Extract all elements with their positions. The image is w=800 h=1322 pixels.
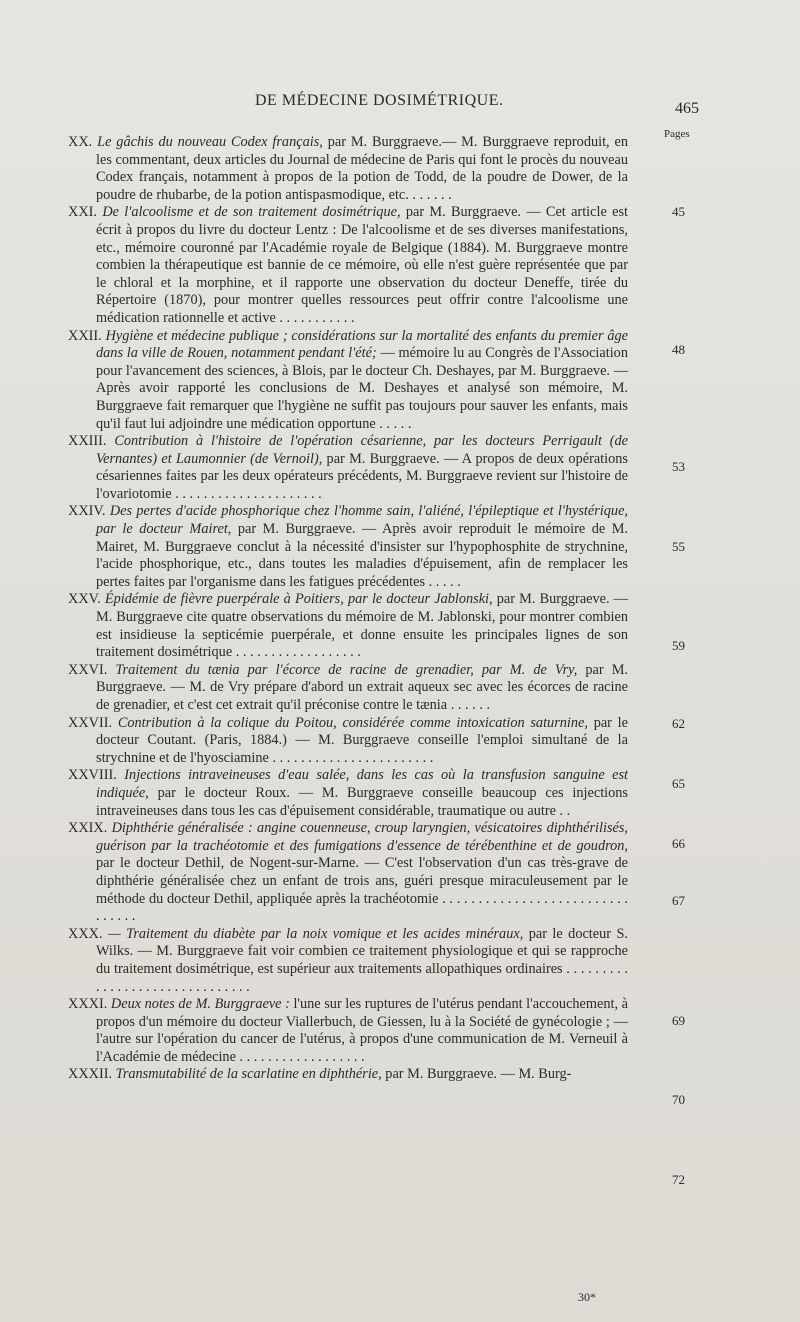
entry-title: Deux notes de M. Burggraeve : [110, 996, 290, 1013]
entry-text: par M. Burggraeve.— M. Burggraeve reproduit, en les commentant, deux articles du Journal de médecine de Paris qui font le procès du nouveau Codex français, notamment à propos de la potion de Todd, de la poudre de Dower, de la poudre de rhubarbe, de la potion antispasmodique, etc. . . . . . . [96, 134, 629, 203]
page-reference: 62 [672, 716, 685, 731]
entry-text: par M. Burggraeve. — Cet article est écrit à propos du livre du docteur Lentz : De l'alcoolisme et de ses diverses manifestations, etc., mémoire couronné par l'Académie royale de Belgique (1884). M. Burggraeve montre combien la thérapeutique est bannie de ce mémoire, où elle n'est guère représentée que par le chloral et la morphine, et il rapporte une observation du docteur Deneffe, tirée du Répertoire (1870), pour montrer quelles ressources peut offrir contre l'alcoolisme une médication rationnelle et active . . . . . . . . . . . [96, 204, 628, 326]
entry-text: par le docteur Coutant. (Paris, 1884.) — M. Burggraeve conseille l'emploi simultané de la strychnine et de l'hyosciamine . . . . . . . . . . . . . . . . . . . . . . . [96, 714, 628, 766]
page-number: 465 [675, 100, 699, 117]
toc-entry [68, 715, 628, 768]
toc-entry [68, 926, 628, 996]
entry-title: Contribution à l'histoire de l'opération césarienne, par les docteurs Perrigault (de Vernantes) et Laumonnier (de Vernoil), [96, 433, 628, 467]
signature-mark: 30* [578, 1290, 596, 1304]
entry-number: XXXI. [68, 996, 108, 1013]
entry-text: par M. Burggraeve. — M. Burggraeve cite quatre observations du mémoire de M. Jablonski, pour montrer combien est insidieuse la septicémie puerpérale, et donne ensuite les principales lignes de son traitement dosimétrique . . . . . . . . . . . . . . . . . . [96, 591, 629, 661]
page-reference: 45 [672, 204, 685, 219]
entry-number: XXV. [68, 591, 101, 608]
entry-text: par M. Burggraeve. — M. de Vry prépare d'abord un extrait aqueux sec avec les écorces de racine de grenadier, et c'est cet extrait qu'il préconise contre le tænia . . . . . . [96, 661, 628, 713]
toc-entry [68, 503, 628, 591]
entry-text: par M. Burggraeve. — A propos de deux opérations césariennes faites par les deux opérateurs précédents, M. Burggraeve revient sur l'histoire de l'ovariotomie . . . . . . . . . . . . . . . . . . . . . [96, 450, 628, 502]
entry-number: XXX. [68, 925, 103, 942]
entry-text: par le docteur Roux. — M. Burggraeve conseille beaucoup ces injections intraveineuses dans tous les cas d'épuisement considérable, traumatique ou autre . . [96, 784, 628, 819]
page-reference: 69 [672, 1013, 685, 1028]
page-reference: 67 [672, 893, 685, 908]
entry-text: par le docteur Dethil, de Nogent-sur-Marne. — C'est l'observation d'un cas très-grave de diphthérie généralisée chez un enfant de trois ans, guéri presque miraculeusement par le méthode du docteur Dethil, appliquée après la trachéotomie . . . . . . . . . . . . . . . . . . . . . . . . . . . . . . . . [96, 855, 628, 925]
page-reference: 70 [672, 1092, 685, 1107]
toc-entry [68, 820, 628, 926]
running-title: DE MÉDECINE DOSIMÉTRIQUE. [255, 92, 504, 109]
toc-entry [68, 433, 628, 503]
entry-title: Contribution à la colique du Poitou, considérée comme intoxication saturnine, [117, 714, 588, 731]
entry-number: XXVI. [68, 661, 108, 678]
entry-text: — mémoire lu au Congrès de l'Association pour l'avancement des sciences, à Blois, par le docteur Ch. Deshayes, par M. Burggraeve. — Après avoir rapporté les conclusions de M. Deshayes et analysé son mémoire, M. Burggraeve fait remarquer que l'hygiène ne suffit pas toujours pour sauver les enfants, mais qu'il faut lui adjoindre une médication opportune . . . . . [96, 345, 628, 432]
entry-title: Hygiène et médecine publique ; considérations sur la mortalité des enfants du premier âge dans la ville de Rouen, notamment pendant l'été; [96, 327, 629, 362]
entry-title: Le gâchis du nouveau Codex français, [97, 134, 323, 150]
entry-title: Des pertes d'acide phosphorique chez l'homme sain, l'aliéné, l'épileptique et l'hystérique, par le docteur Mairet, [96, 503, 628, 538]
toc-entry [68, 1066, 628, 1084]
entry-number: XXI. [68, 204, 97, 221]
page-reference: 53 [672, 459, 685, 474]
entry-number: XXVII. [68, 714, 113, 731]
entry-title: Traitement du tænia par l'écorce de racine de grenadier, par M. de Vry, [115, 661, 578, 678]
toc-entry [68, 134, 628, 204]
entry-number: XXIX. [68, 820, 108, 837]
page-reference: 59 [672, 638, 685, 653]
pages-column-label: Pages [664, 128, 690, 140]
entry-number: XXII. [68, 327, 102, 344]
entry-text: par M. Burggraeve. — Après avoir reproduit le mémoire de M. Mairet, M. Burggraeve conclut à la nécessité d'insister sur l'hypophosphite de strychnine, l'acide phosphorique, etc., dans toutes les maladies d'épuisement, afin de remplacer les pertes faites par l'organisme dans les fatigues précédentes . . . . . [96, 521, 628, 590]
entry-title: — Traitement du diabète par la noix vomique et les acides minéraux, [108, 925, 524, 942]
entry-title: Diphthérie généralisée : angine couenneuse, croup laryngien, vésicatoires diphthérilisés, guérison par la trachéotomie et des fumigations d'essence de térébenthine et de goudron, [96, 820, 629, 854]
page-reference: 66 [672, 836, 685, 851]
entry-number: XXIV. [68, 503, 106, 520]
entry-text: l'une sur les ruptures de l'utérus pendant l'accouchement, à propos d'un mémoire du docteur Viallerbuch, de Giessen, lu à la Société de gynécologie ; — l'autre sur l'opération du cancer de l'utérus, à propos d'une communication de M. Verneuil à l'Académie de médecine . . . . . . . . . . . . . . . . . . [96, 996, 628, 1065]
toc-entry [68, 662, 628, 715]
entry-title: De l'alcoolisme et de son traitement dosimétrique, [102, 204, 401, 221]
toc-entry [68, 767, 628, 820]
page-reference: 65 [672, 776, 685, 791]
toc-entry [68, 328, 628, 434]
entry-text: par le docteur S. Wilks. — M. Burggraeve fait voir combien ce traitement physiologique et qui se rapproche du traitement dosimétrique, est supérieur aux traitements allopathiques ordinaires . . . . . . . . . . . . . . . . . . . . . . . . . . . . . . . [96, 925, 629, 995]
toc-entry [68, 996, 628, 1066]
table-of-contents [68, 134, 628, 1084]
entry-text: par M. Burggraeve. — M. Burg- [381, 1066, 572, 1083]
entry-number: XX. [68, 134, 93, 150]
toc-entry [68, 591, 628, 661]
entry-title: Épidémie de fièvre puerpérale à Poitiers, par le docteur Jablonski, [104, 591, 493, 608]
entry-title: Transmutabilité de la scarlatine en diphthérie, [115, 1066, 382, 1083]
entry-number: XXIII. [68, 433, 107, 450]
entry-number: XXXII. [68, 1066, 113, 1083]
entry-title: Injections intraveineuses d'eau salée, dans les cas où la transfusion sanguine est indiquée, [96, 767, 628, 801]
page-reference: 55 [672, 539, 685, 554]
page-reference: 48 [672, 342, 685, 357]
page-reference: 72 [672, 1172, 685, 1187]
toc-entry [68, 204, 628, 327]
entry-number: XXVIII. [68, 767, 117, 784]
